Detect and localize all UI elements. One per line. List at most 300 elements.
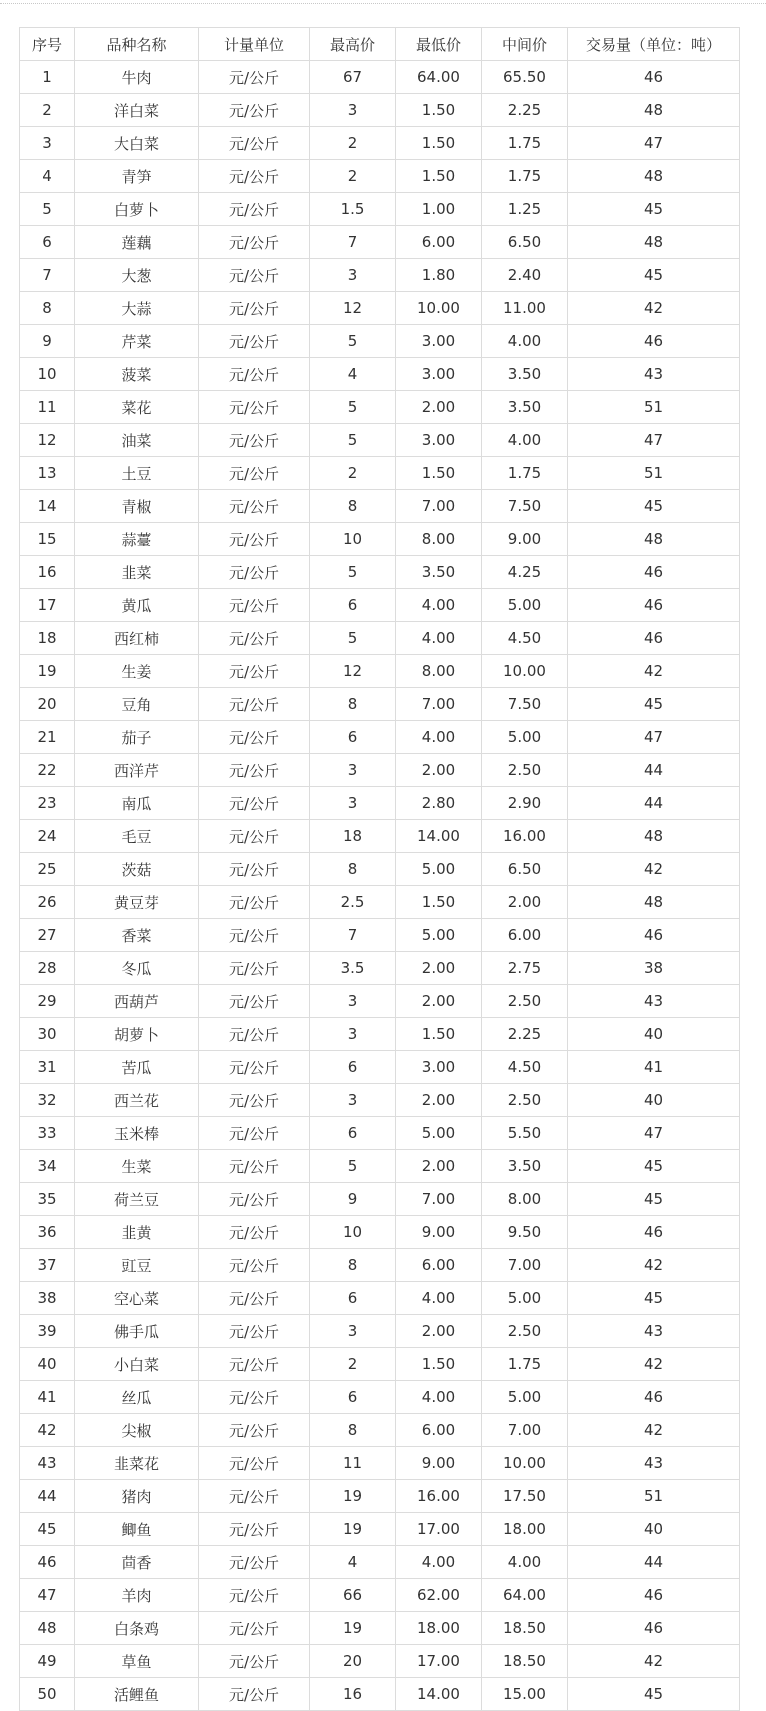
table-row xyxy=(20,1447,740,1480)
cell-unit: 元/公斤 xyxy=(199,1018,310,1051)
cell-min-price: 5.00 xyxy=(396,1117,482,1150)
table-row xyxy=(20,952,740,985)
cell-unit: 元/公斤 xyxy=(199,787,310,820)
cell-mid-price: 5.00 xyxy=(482,1282,568,1315)
table-row xyxy=(20,1084,740,1117)
cell-mid-price: 1.25 xyxy=(482,193,568,226)
cell-min-price: 5.00 xyxy=(396,853,482,886)
cell-variety-name: 茴香 xyxy=(75,1546,199,1579)
cell-index: 47 xyxy=(20,1579,75,1612)
cell-min-price: 4.00 xyxy=(396,1546,482,1579)
cell-mid-price: 2.40 xyxy=(482,259,568,292)
table-row xyxy=(20,1150,740,1183)
cell-variety-name: 西红柿 xyxy=(75,622,199,655)
cell-volume: 40 xyxy=(568,1513,740,1546)
cell-volume: 46 xyxy=(568,622,740,655)
cell-max-price: 5 xyxy=(310,391,396,424)
cell-min-price: 8.00 xyxy=(396,523,482,556)
header-max-price: 最高价 xyxy=(310,28,396,61)
cell-index: 40 xyxy=(20,1348,75,1381)
cell-min-price: 2.00 xyxy=(396,1150,482,1183)
cell-variety-name: 青椒 xyxy=(75,490,199,523)
cell-index: 6 xyxy=(20,226,75,259)
cell-unit: 元/公斤 xyxy=(199,1183,310,1216)
cell-min-price: 10.00 xyxy=(396,292,482,325)
cell-volume: 40 xyxy=(568,1018,740,1051)
table-row xyxy=(20,1315,740,1348)
cell-min-price: 3.50 xyxy=(396,556,482,589)
cell-mid-price: 5.00 xyxy=(482,721,568,754)
cell-variety-name: 白条鸡 xyxy=(75,1612,199,1645)
table-row xyxy=(20,226,740,259)
table-row xyxy=(20,1678,740,1711)
cell-max-price: 19 xyxy=(310,1480,396,1513)
cell-volume: 47 xyxy=(568,721,740,754)
cell-variety-name: 白萝卜 xyxy=(75,193,199,226)
cell-volume: 46 xyxy=(568,1579,740,1612)
cell-unit: 元/公斤 xyxy=(199,1051,310,1084)
cell-volume: 45 xyxy=(568,1678,740,1711)
table-row xyxy=(20,1414,740,1447)
cell-unit: 元/公斤 xyxy=(199,490,310,523)
cell-index: 1 xyxy=(20,61,75,94)
cell-index: 36 xyxy=(20,1216,75,1249)
table-row xyxy=(20,160,740,193)
cell-index: 21 xyxy=(20,721,75,754)
cell-unit: 元/公斤 xyxy=(199,721,310,754)
cell-min-price: 5.00 xyxy=(396,919,482,952)
cell-max-price: 12 xyxy=(310,655,396,688)
cell-index: 14 xyxy=(20,490,75,523)
cell-mid-price: 4.00 xyxy=(482,325,568,358)
cell-min-price: 3.00 xyxy=(396,358,482,391)
cell-volume: 46 xyxy=(568,589,740,622)
cell-max-price: 20 xyxy=(310,1645,396,1678)
cell-max-price: 3 xyxy=(310,985,396,1018)
cell-volume: 51 xyxy=(568,457,740,490)
cell-variety-name: 土豆 xyxy=(75,457,199,490)
cell-mid-price: 15.00 xyxy=(482,1678,568,1711)
cell-variety-name: 洋白菜 xyxy=(75,94,199,127)
cell-index: 3 xyxy=(20,127,75,160)
cell-index: 8 xyxy=(20,292,75,325)
cell-unit: 元/公斤 xyxy=(199,424,310,457)
cell-mid-price: 2.50 xyxy=(482,985,568,1018)
cell-min-price: 3.00 xyxy=(396,424,482,457)
cell-volume: 48 xyxy=(568,160,740,193)
cell-index: 34 xyxy=(20,1150,75,1183)
table-row xyxy=(20,820,740,853)
cell-volume: 38 xyxy=(568,952,740,985)
cell-max-price: 8 xyxy=(310,490,396,523)
cell-volume: 48 xyxy=(568,226,740,259)
table-row xyxy=(20,787,740,820)
cell-volume: 46 xyxy=(568,1612,740,1645)
cell-index: 32 xyxy=(20,1084,75,1117)
cell-min-price: 14.00 xyxy=(396,820,482,853)
cell-unit: 元/公斤 xyxy=(199,160,310,193)
table-row xyxy=(20,919,740,952)
cell-max-price: 6 xyxy=(310,721,396,754)
cell-max-price: 67 xyxy=(310,61,396,94)
cell-variety-name: 丝瓜 xyxy=(75,1381,199,1414)
cell-max-price: 3 xyxy=(310,1084,396,1117)
cell-mid-price: 2.25 xyxy=(482,1018,568,1051)
cell-mid-price: 3.50 xyxy=(482,1150,568,1183)
cell-index: 50 xyxy=(20,1678,75,1711)
cell-variety-name: 羊肉 xyxy=(75,1579,199,1612)
cell-unit: 元/公斤 xyxy=(199,61,310,94)
cell-index: 15 xyxy=(20,523,75,556)
cell-max-price: 3 xyxy=(310,94,396,127)
cell-mid-price: 18.50 xyxy=(482,1645,568,1678)
cell-variety-name: 油菜 xyxy=(75,424,199,457)
cell-mid-price: 6.00 xyxy=(482,919,568,952)
cell-unit: 元/公斤 xyxy=(199,754,310,787)
table-row xyxy=(20,1480,740,1513)
cell-min-price: 3.00 xyxy=(396,325,482,358)
cell-max-price: 3 xyxy=(310,1018,396,1051)
cell-volume: 48 xyxy=(568,94,740,127)
cell-mid-price: 4.00 xyxy=(482,424,568,457)
cell-max-price: 8 xyxy=(310,1414,396,1447)
cell-volume: 44 xyxy=(568,754,740,787)
cell-max-price: 2 xyxy=(310,1348,396,1381)
table-row xyxy=(20,292,740,325)
cell-variety-name: 西兰花 xyxy=(75,1084,199,1117)
cell-unit: 元/公斤 xyxy=(199,358,310,391)
cell-min-price: 1.50 xyxy=(396,1348,482,1381)
table-row xyxy=(20,754,740,787)
cell-variety-name: 韭菜 xyxy=(75,556,199,589)
table-row xyxy=(20,61,740,94)
table-row xyxy=(20,1183,740,1216)
cell-mid-price: 10.00 xyxy=(482,1447,568,1480)
cell-mid-price: 16.00 xyxy=(482,820,568,853)
cell-index: 44 xyxy=(20,1480,75,1513)
cell-mid-price: 17.50 xyxy=(482,1480,568,1513)
cell-volume: 42 xyxy=(568,1645,740,1678)
cell-min-price: 16.00 xyxy=(396,1480,482,1513)
cell-unit: 元/公斤 xyxy=(199,1612,310,1645)
cell-mid-price: 2.75 xyxy=(482,952,568,985)
cell-index: 24 xyxy=(20,820,75,853)
cell-max-price: 2 xyxy=(310,160,396,193)
cell-mid-price: 1.75 xyxy=(482,127,568,160)
cell-unit: 元/公斤 xyxy=(199,1348,310,1381)
cell-mid-price: 5.00 xyxy=(482,1381,568,1414)
cell-index: 39 xyxy=(20,1315,75,1348)
cell-min-price: 4.00 xyxy=(396,721,482,754)
cell-index: 29 xyxy=(20,985,75,1018)
cell-unit: 元/公斤 xyxy=(199,1282,310,1315)
cell-unit: 元/公斤 xyxy=(199,1414,310,1447)
cell-min-price: 6.00 xyxy=(396,1414,482,1447)
cell-max-price: 9 xyxy=(310,1183,396,1216)
table-row xyxy=(20,1612,740,1645)
cell-index: 43 xyxy=(20,1447,75,1480)
cell-unit: 元/公斤 xyxy=(199,292,310,325)
top-dotted-divider xyxy=(0,3,766,4)
cell-variety-name: 豆角 xyxy=(75,688,199,721)
cell-max-price: 3 xyxy=(310,754,396,787)
cell-variety-name: 空心菜 xyxy=(75,1282,199,1315)
cell-mid-price: 4.50 xyxy=(482,1051,568,1084)
cell-unit: 元/公斤 xyxy=(199,886,310,919)
cell-unit: 元/公斤 xyxy=(199,556,310,589)
cell-unit: 元/公斤 xyxy=(199,622,310,655)
cell-max-price: 4 xyxy=(310,358,396,391)
cell-max-price: 10 xyxy=(310,1216,396,1249)
cell-index: 10 xyxy=(20,358,75,391)
cell-min-price: 14.00 xyxy=(396,1678,482,1711)
cell-unit: 元/公斤 xyxy=(199,1645,310,1678)
cell-variety-name: 南瓜 xyxy=(75,787,199,820)
cell-variety-name: 草鱼 xyxy=(75,1645,199,1678)
cell-index: 2 xyxy=(20,94,75,127)
table-row xyxy=(20,853,740,886)
cell-unit: 元/公斤 xyxy=(199,1150,310,1183)
cell-volume: 42 xyxy=(568,292,740,325)
cell-volume: 51 xyxy=(568,1480,740,1513)
cell-volume: 45 xyxy=(568,1183,740,1216)
cell-min-price: 9.00 xyxy=(396,1447,482,1480)
cell-volume: 45 xyxy=(568,688,740,721)
cell-min-price: 2.00 xyxy=(396,952,482,985)
cell-index: 17 xyxy=(20,589,75,622)
cell-index: 7 xyxy=(20,259,75,292)
cell-volume: 45 xyxy=(568,259,740,292)
cell-index: 33 xyxy=(20,1117,75,1150)
cell-max-price: 2 xyxy=(310,127,396,160)
cell-unit: 元/公斤 xyxy=(199,1579,310,1612)
cell-variety-name: 冬瓜 xyxy=(75,952,199,985)
cell-volume: 43 xyxy=(568,358,740,391)
cell-unit: 元/公斤 xyxy=(199,985,310,1018)
price-table xyxy=(19,27,740,1711)
table-row xyxy=(20,1513,740,1546)
cell-variety-name: 小白菜 xyxy=(75,1348,199,1381)
cell-volume: 43 xyxy=(568,1447,740,1480)
cell-mid-price: 5.00 xyxy=(482,589,568,622)
cell-index: 49 xyxy=(20,1645,75,1678)
cell-min-price: 2.00 xyxy=(396,1315,482,1348)
cell-max-price: 2.5 xyxy=(310,886,396,919)
table-row xyxy=(20,1051,740,1084)
cell-volume: 45 xyxy=(568,193,740,226)
cell-unit: 元/公斤 xyxy=(199,1315,310,1348)
cell-mid-price: 18.50 xyxy=(482,1612,568,1645)
cell-min-price: 2.00 xyxy=(396,391,482,424)
cell-variety-name: 芹菜 xyxy=(75,325,199,358)
cell-max-price: 6 xyxy=(310,1051,396,1084)
cell-max-price: 10 xyxy=(310,523,396,556)
table-row xyxy=(20,127,740,160)
header-min-price: 最低价 xyxy=(396,28,482,61)
cell-index: 11 xyxy=(20,391,75,424)
cell-index: 25 xyxy=(20,853,75,886)
cell-max-price: 18 xyxy=(310,820,396,853)
cell-min-price: 2.00 xyxy=(396,1084,482,1117)
header-unit: 计量单位 xyxy=(199,28,310,61)
cell-min-price: 6.00 xyxy=(396,1249,482,1282)
cell-max-price: 5 xyxy=(310,556,396,589)
table-row xyxy=(20,490,740,523)
cell-unit: 元/公斤 xyxy=(199,1513,310,1546)
cell-variety-name: 黄豆芽 xyxy=(75,886,199,919)
table-row xyxy=(20,1546,740,1579)
cell-unit: 元/公斤 xyxy=(199,1678,310,1711)
table-row xyxy=(20,193,740,226)
table-header-row xyxy=(20,28,740,61)
table-row xyxy=(20,655,740,688)
cell-variety-name: 西洋芹 xyxy=(75,754,199,787)
table-row xyxy=(20,1645,740,1678)
cell-min-price: 1.80 xyxy=(396,259,482,292)
cell-volume: 47 xyxy=(568,1117,740,1150)
cell-mid-price: 6.50 xyxy=(482,853,568,886)
cell-index: 48 xyxy=(20,1612,75,1645)
cell-volume: 43 xyxy=(568,1315,740,1348)
cell-max-price: 19 xyxy=(310,1612,396,1645)
cell-mid-price: 4.25 xyxy=(482,556,568,589)
cell-unit: 元/公斤 xyxy=(199,1117,310,1150)
cell-volume: 48 xyxy=(568,886,740,919)
cell-variety-name: 苦瓜 xyxy=(75,1051,199,1084)
cell-mid-price: 1.75 xyxy=(482,160,568,193)
cell-max-price: 3 xyxy=(310,259,396,292)
cell-min-price: 64.00 xyxy=(396,61,482,94)
cell-index: 12 xyxy=(20,424,75,457)
cell-mid-price: 9.50 xyxy=(482,1216,568,1249)
cell-min-price: 2.80 xyxy=(396,787,482,820)
cell-index: 41 xyxy=(20,1381,75,1414)
cell-mid-price: 1.75 xyxy=(482,1348,568,1381)
cell-mid-price: 11.00 xyxy=(482,292,568,325)
cell-unit: 元/公斤 xyxy=(199,391,310,424)
cell-mid-price: 2.50 xyxy=(482,1315,568,1348)
cell-volume: 42 xyxy=(568,1348,740,1381)
cell-unit: 元/公斤 xyxy=(199,1447,310,1480)
cell-unit: 元/公斤 xyxy=(199,1216,310,1249)
cell-variety-name: 尖椒 xyxy=(75,1414,199,1447)
cell-mid-price: 7.50 xyxy=(482,688,568,721)
cell-mid-price: 7.50 xyxy=(482,490,568,523)
table-row xyxy=(20,94,740,127)
cell-volume: 42 xyxy=(568,1249,740,1282)
cell-max-price: 8 xyxy=(310,853,396,886)
cell-min-price: 8.00 xyxy=(396,655,482,688)
cell-unit: 元/公斤 xyxy=(199,127,310,160)
cell-volume: 51 xyxy=(568,391,740,424)
cell-unit: 元/公斤 xyxy=(199,193,310,226)
cell-min-price: 7.00 xyxy=(396,688,482,721)
table-row xyxy=(20,721,740,754)
table-row xyxy=(20,1579,740,1612)
cell-volume: 45 xyxy=(568,1282,740,1315)
cell-max-price: 2 xyxy=(310,457,396,490)
cell-unit: 元/公斤 xyxy=(199,1546,310,1579)
cell-mid-price: 2.00 xyxy=(482,886,568,919)
cell-index: 16 xyxy=(20,556,75,589)
cell-max-price: 3 xyxy=(310,787,396,820)
cell-unit: 元/公斤 xyxy=(199,1480,310,1513)
cell-index: 22 xyxy=(20,754,75,787)
cell-variety-name: 猪肉 xyxy=(75,1480,199,1513)
cell-min-price: 7.00 xyxy=(396,1183,482,1216)
table-row xyxy=(20,1249,740,1282)
cell-index: 27 xyxy=(20,919,75,952)
table-row xyxy=(20,424,740,457)
cell-unit: 元/公斤 xyxy=(199,259,310,292)
cell-max-price: 11 xyxy=(310,1447,396,1480)
cell-variety-name: 牛肉 xyxy=(75,61,199,94)
table-row xyxy=(20,622,740,655)
table-row xyxy=(20,688,740,721)
cell-volume: 46 xyxy=(568,1216,740,1249)
cell-volume: 42 xyxy=(568,853,740,886)
cell-unit: 元/公斤 xyxy=(199,523,310,556)
cell-mid-price: 6.50 xyxy=(482,226,568,259)
cell-variety-name: 玉米棒 xyxy=(75,1117,199,1150)
cell-max-price: 7 xyxy=(310,919,396,952)
cell-min-price: 1.50 xyxy=(396,94,482,127)
cell-volume: 44 xyxy=(568,787,740,820)
cell-index: 35 xyxy=(20,1183,75,1216)
cell-volume: 46 xyxy=(568,61,740,94)
table-row xyxy=(20,589,740,622)
cell-variety-name: 菜花 xyxy=(75,391,199,424)
cell-unit: 元/公斤 xyxy=(199,1381,310,1414)
cell-unit: 元/公斤 xyxy=(199,919,310,952)
cell-min-price: 4.00 xyxy=(396,622,482,655)
cell-min-price: 62.00 xyxy=(396,1579,482,1612)
cell-variety-name: 毛豆 xyxy=(75,820,199,853)
cell-unit: 元/公斤 xyxy=(199,226,310,259)
cell-variety-name: 香菜 xyxy=(75,919,199,952)
cell-unit: 元/公斤 xyxy=(199,820,310,853)
header-mid-price: 中间价 xyxy=(482,28,568,61)
cell-variety-name: 大葱 xyxy=(75,259,199,292)
cell-volume: 43 xyxy=(568,985,740,1018)
cell-variety-name: 鲫鱼 xyxy=(75,1513,199,1546)
header-volume: 交易量（单位：吨） xyxy=(568,28,740,61)
table-row xyxy=(20,1117,740,1150)
cell-variety-name: 莲藕 xyxy=(75,226,199,259)
cell-mid-price: 2.25 xyxy=(482,94,568,127)
cell-max-price: 1.5 xyxy=(310,193,396,226)
cell-volume: 48 xyxy=(568,523,740,556)
cell-min-price: 7.00 xyxy=(396,490,482,523)
cell-unit: 元/公斤 xyxy=(199,589,310,622)
cell-mid-price: 8.00 xyxy=(482,1183,568,1216)
cell-unit: 元/公斤 xyxy=(199,688,310,721)
cell-index: 26 xyxy=(20,886,75,919)
cell-index: 13 xyxy=(20,457,75,490)
table-row xyxy=(20,391,740,424)
cell-variety-name: 黄瓜 xyxy=(75,589,199,622)
cell-max-price: 12 xyxy=(310,292,396,325)
cell-max-price: 4 xyxy=(310,1546,396,1579)
table-row xyxy=(20,985,740,1018)
cell-index: 45 xyxy=(20,1513,75,1546)
cell-mid-price: 2.50 xyxy=(482,1084,568,1117)
cell-mid-price: 64.00 xyxy=(482,1579,568,1612)
cell-unit: 元/公斤 xyxy=(199,325,310,358)
cell-min-price: 1.50 xyxy=(396,457,482,490)
cell-variety-name: 大蒜 xyxy=(75,292,199,325)
cell-index: 4 xyxy=(20,160,75,193)
